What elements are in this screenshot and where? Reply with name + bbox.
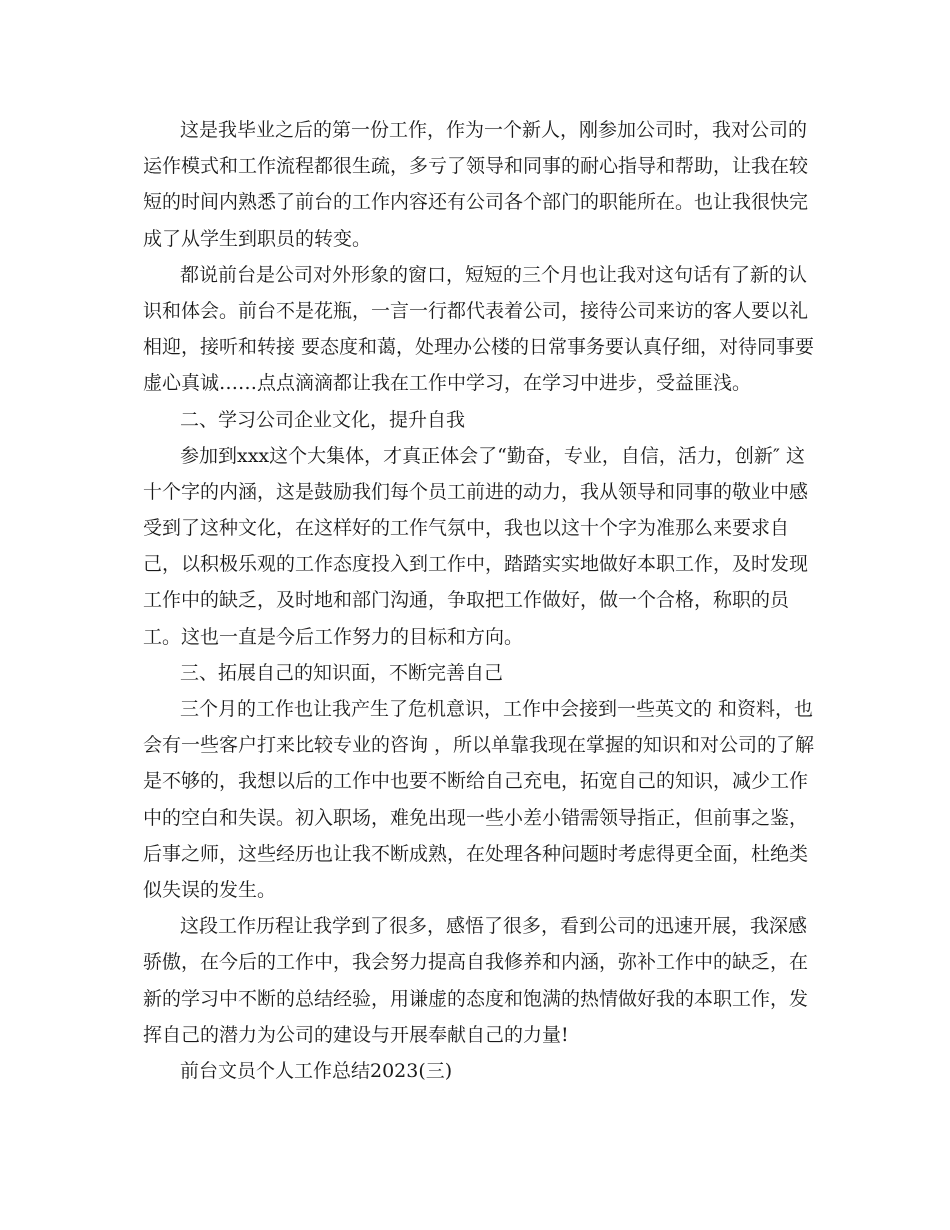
paragraph-line: 后事之师，这些经历也让我不断成熟，在处理各种问题时考虑得更全面，杜绝类 [143, 842, 809, 865]
document-body [143, 112, 815, 1089]
paragraph-line: 这是我毕业之后的第一份工作，作为一个新人，刚参加公司时，我对公司的 [180, 119, 808, 141]
paragraph-line: 都说前台是公司对外形象的窗口，短短的三个月也让我对这句话有了新的认 [180, 263, 808, 286]
paragraph-line: 识和体会。前台不是花瓶，一言一行都代表着公司，接待公司来访的客人要以礼 [143, 299, 809, 322]
paragraph-line: 受到了这种文化，在这样好的工作气氛中，我也以这十个字为准那么来要求自 [143, 517, 790, 540]
document-title-line: 前台文员个人工作总结2023(三) [180, 1059, 453, 1082]
paragraph-line: 短的时间内熟悉了前台的工作内容还有公司各个部门的职能所在。也让我很快完 [143, 191, 809, 214]
paragraph-line: 挥自己的潜力为公司的建设与开展奉献自己的力量! [143, 1023, 569, 1046]
paragraph-line: 虚心真诚……点点滴滴都让我在工作中学习，在学习中进步，受益匪浅。 [143, 372, 752, 395]
paragraph-line: 参加到xxx这个大集体，才真正体会了“勤奋，专业，自信，活力，创新″ 这 [180, 444, 805, 467]
paragraph-line: 骄傲，在今后的工作中，我会努力提高自我修养和内涵，弥补工作中的缺乏，在 [143, 951, 809, 974]
paragraph-line: 新的学习中不断的总结经验，用谦虚的态度和饱满的热情做好我的本职工作，发 [143, 987, 809, 1010]
paragraph-line: 三个月的工作也让我产生了危机意识，工作中会接到一些英文的 和资料，也 [180, 698, 814, 720]
paragraph-line: 己，以积极乐观的工作态度投入到工作中，踏踏实实地做好本职工作，及时发现 [143, 553, 809, 576]
paragraph-line: 成了从学生到职员的转变。 [143, 227, 372, 250]
paragraph-line: 似失误的发生。 [143, 878, 277, 901]
paragraph-line: 工。这也一直是今后工作努力的目标和方向。 [143, 625, 524, 648]
paragraph-line: 会有一些客户打来比较专业的咨询 ，所以单靠我现在掌握的知识和对公司的了解 [143, 734, 815, 757]
section-heading: 二、学习公司企业文化，提升自我 [180, 408, 466, 431]
paragraph-line: 运作模式和工作流程都很生疏，多亏了领导和同事的耐心指导和帮助，让我在较 [143, 155, 809, 178]
section-heading: 三、拓展自己的知识面，不断完善自己 [180, 661, 504, 684]
paragraph-line: 十个字的内涵，这是鼓励我们每个员工前进的动力，我从领导和同事的敬业中感 [143, 480, 809, 503]
paragraph-line: 这段工作历程让我学到了很多，感悟了很多，看到公司的迅速开展，我深感 [180, 915, 808, 938]
paragraph-line: 是不够的，我想以后的工作中也要不断给自己充电，拓宽自己的知识，减少工作 [143, 770, 809, 793]
paragraph-line: 中的空白和失误。初入职场，难免出现一些小差小错需领导指正，但前事之鉴， [143, 806, 809, 829]
paragraph-line: 相迎，接听和转接 要态度和蔼，处理办公楼的日常事务要认真仔细，对待同事要 [143, 336, 815, 359]
paragraph-line: 工作中的缺乏，及时地和部门沟通，争取把工作做好，做一个合格，称职的员 [143, 589, 790, 612]
